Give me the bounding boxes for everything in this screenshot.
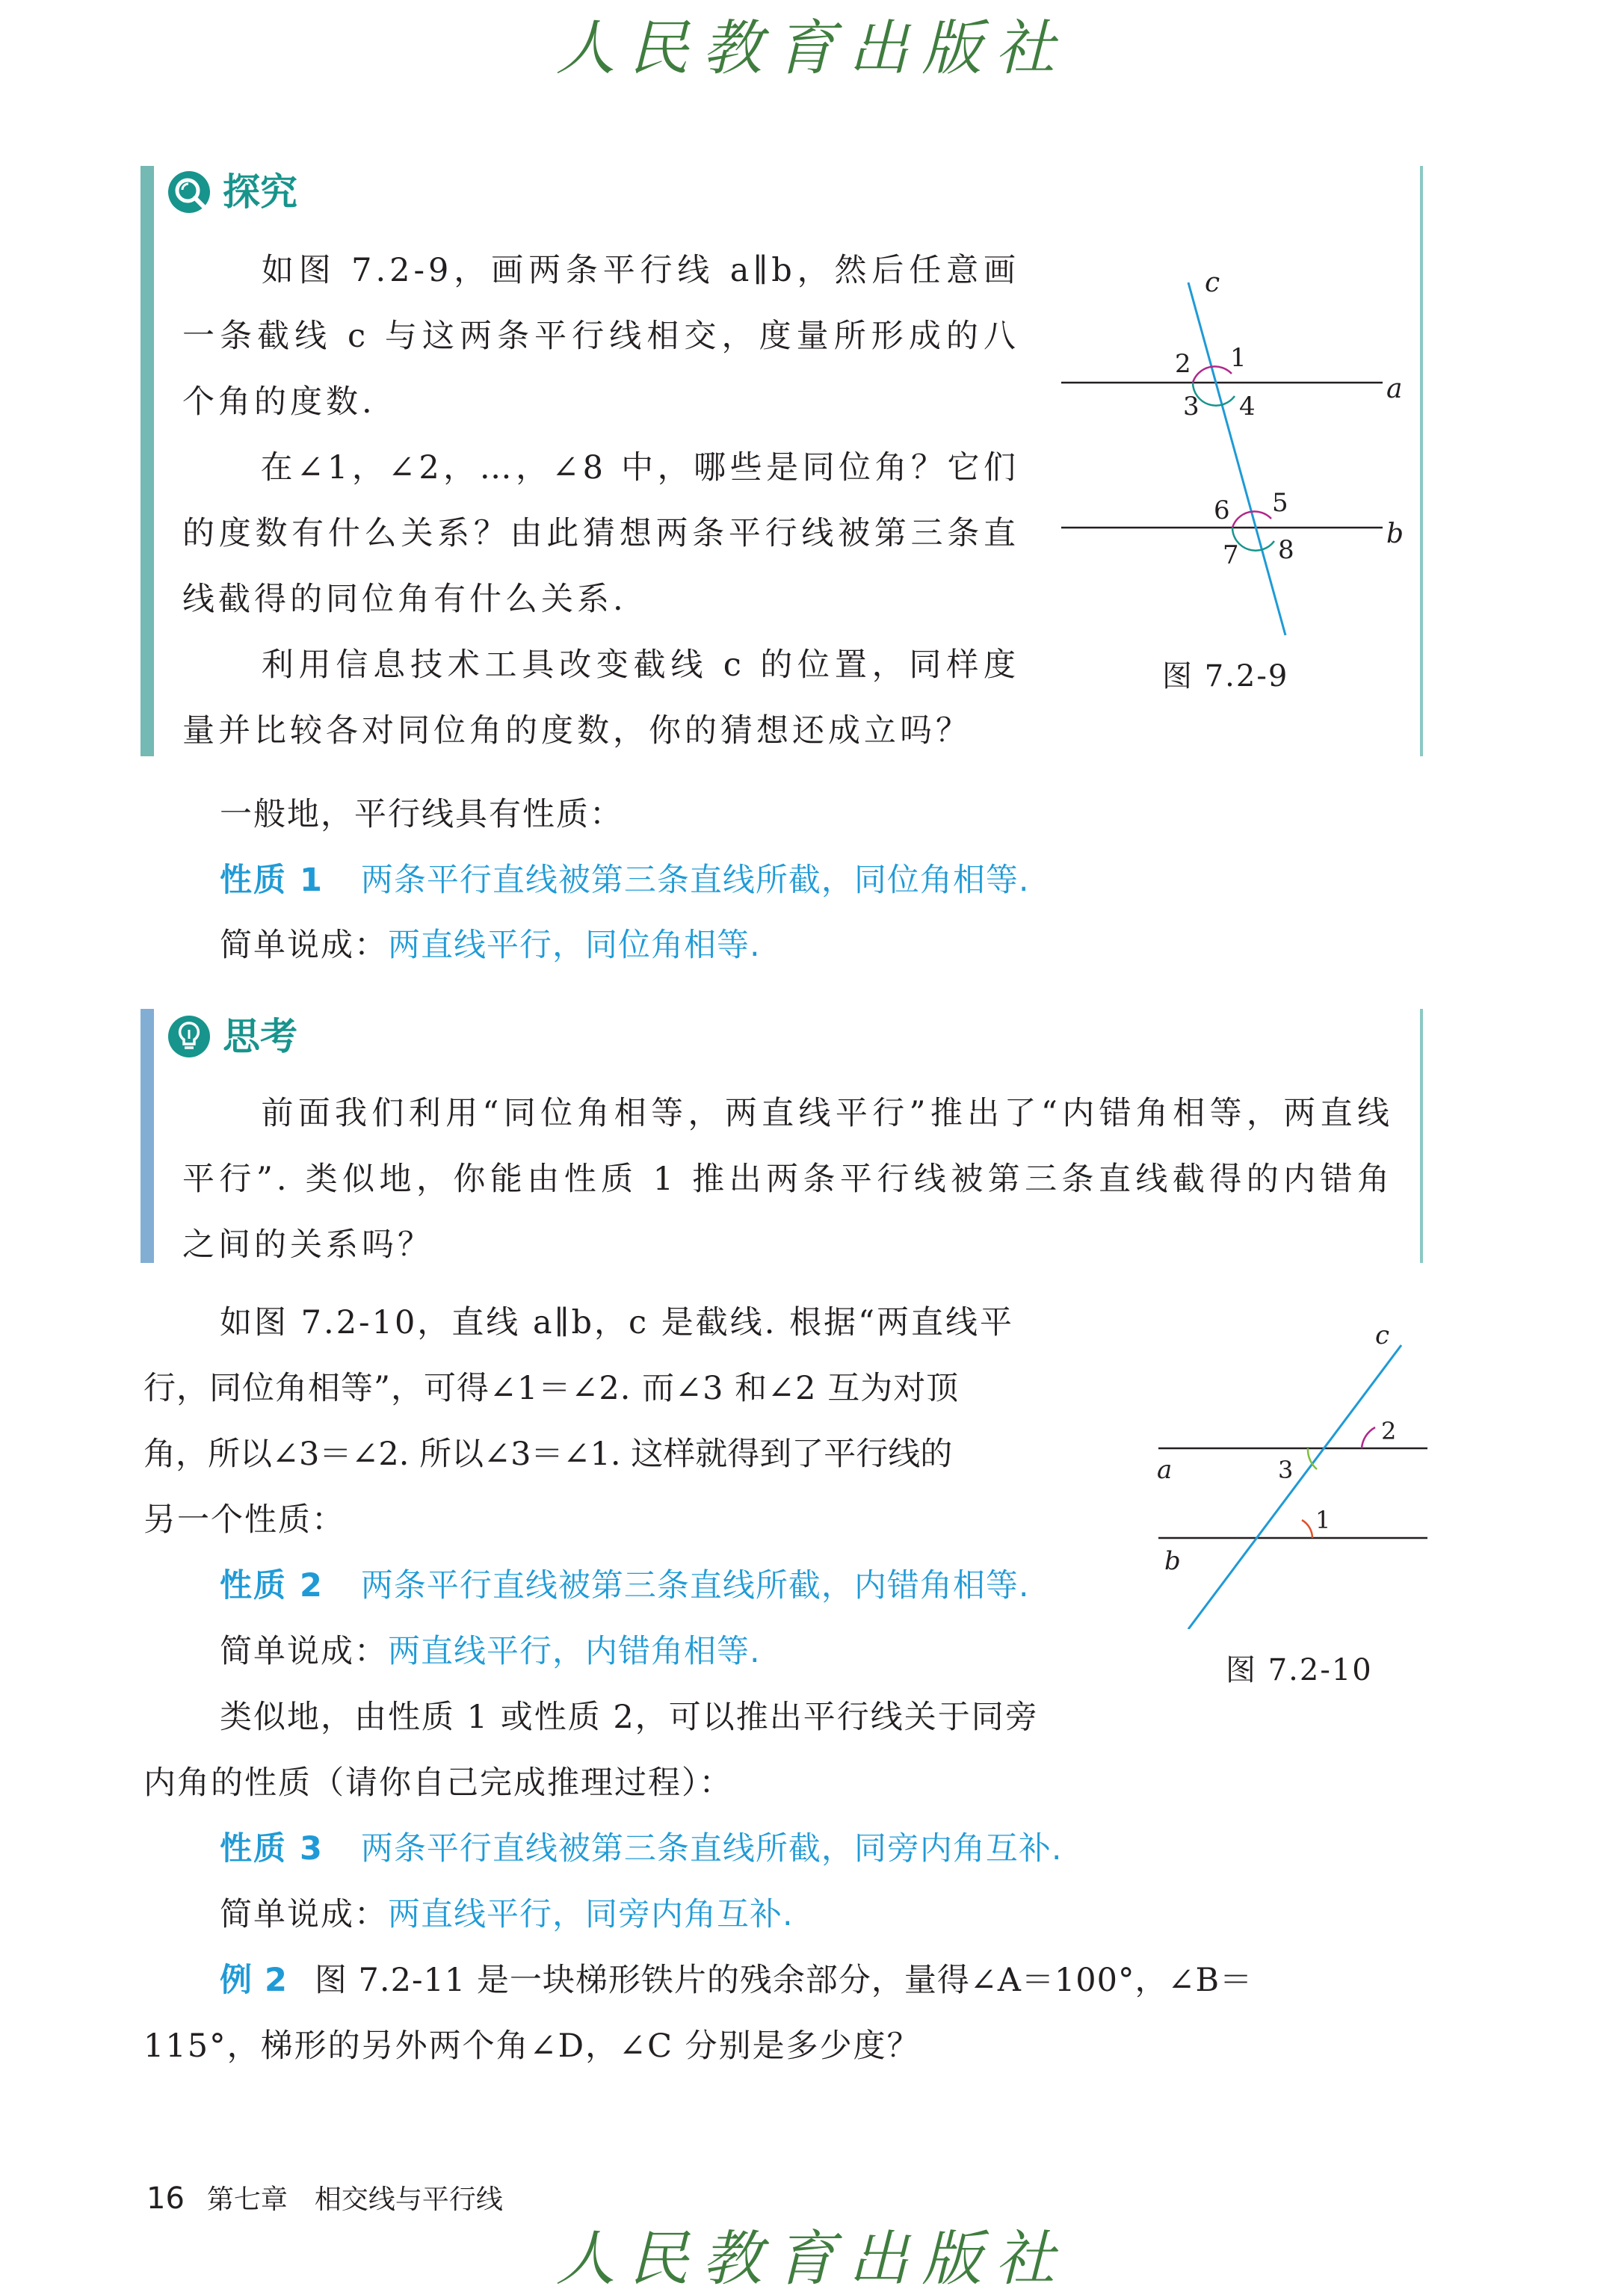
fig9-angle-1: 1	[1230, 343, 1247, 373]
fig10-para-line-1: 如图 7.2-10，直线 a∥b，c 是截线. 根据“两直线平	[220, 1304, 1015, 1341]
simple-statement-2	[220, 1629, 761, 1674]
fig10-line-c	[1188, 1345, 1401, 1629]
publisher-logo-bottom: 人民教育出版社	[555, 2224, 1069, 2294]
simple-2-prefix: 简单说成：	[220, 1633, 388, 1670]
fig10-label-b: b	[1164, 1546, 1181, 1576]
line-c	[1188, 282, 1285, 635]
think-paragraph: 前面我们利用“同位角相等，两直线平行”推出了“内错角相等，两直线平行”. 类似地，你能由性质 1 推出两条平行线被第三条直线截得的内错角之间的关系吗？	[182, 1095, 1393, 1264]
simple-1-text: 两直线平行，同位角相等.	[388, 927, 761, 964]
page-footer	[146, 2182, 503, 2217]
fig9-angle-5: 5	[1272, 488, 1288, 518]
property-1-label: 性质 1	[220, 862, 324, 899]
fig9-angle-2: 2	[1175, 349, 1191, 379]
fig10-para-line-4: 另一个性质：	[143, 1501, 345, 1539]
general-intro: 一般地，平行线具有性质：	[220, 796, 623, 833]
fig10-label-c: c	[1375, 1321, 1390, 1350]
property-1-text: 两条平行直线被第三条直线所截，同位角相等.	[360, 862, 1030, 899]
property-2-label: 性质 2	[220, 1567, 324, 1604]
example-2-line-1	[220, 1958, 1253, 2003]
figure-7-2-9	[1046, 262, 1405, 650]
chapter-title: 第七章 相交线与平行线	[206, 2184, 503, 2215]
explore-heading-text: 探究	[223, 170, 297, 214]
fig9-angle-4: 4	[1239, 392, 1256, 421]
fig10-para-line-3: 角，所以∠3＝∠2. 所以∠3＝∠1. 这样就得到了平行线的	[143, 1436, 953, 1473]
simple-1-prefix: 简单说成：	[220, 927, 388, 964]
explore-paragraph-1: 如图 7.2-9，画两条平行线 a∥b，然后任意画一条截线 c 与这两条平行线相交，度量所形成的八个角的度数.	[182, 252, 1019, 421]
analog-line-1: 类似地，由性质 1 或性质 2，可以推出平行线关于同旁	[220, 1699, 1039, 1736]
figure-7-2-10-caption: 图 7.2-10	[1226, 1653, 1373, 1687]
explore-right-rule	[1420, 166, 1423, 756]
think-right-rule	[1420, 1009, 1423, 1263]
property-2-text: 两条平行直线被第三条直线所截，内错角相等.	[360, 1567, 1030, 1604]
fig9-label-c: c	[1205, 268, 1220, 298]
publisher-logo-top: 人民教育出版社	[555, 13, 1069, 83]
fig9-angle-3: 3	[1183, 392, 1200, 421]
figure-7-2-9-caption: 图 7.2-9	[1162, 659, 1289, 694]
fig9-label-a: a	[1386, 374, 1403, 404]
explore-paragraph-3: 利用信息技术工具改变截线 c 的位置，同样度量并比较各对同位角的度数，你的猜想还成立吗？	[182, 646, 1019, 750]
fig9-angle-8: 8	[1278, 535, 1294, 565]
think-heading	[166, 1013, 297, 1060]
simple-statement-3	[220, 1892, 794, 1937]
explore-magnifier-icon	[166, 169, 212, 215]
simple-statement-1	[220, 923, 761, 968]
property-2	[220, 1563, 1030, 1608]
fig10-angle-2: 2	[1381, 1417, 1397, 1445]
fig9-angle-6: 6	[1214, 495, 1230, 525]
simple-3-prefix: 简单说成：	[220, 1896, 388, 1933]
think-sidebar	[141, 1009, 154, 1263]
page-number: 16	[146, 2181, 185, 2216]
lightbulb-icon	[166, 1013, 212, 1060]
fig9-angle-7: 7	[1223, 540, 1239, 570]
simple-2-text: 两直线平行，内错角相等.	[388, 1633, 761, 1670]
example-2-label: 例 2	[220, 1962, 288, 1999]
explore-sidebar	[141, 166, 154, 756]
explore-paragraph-2: 在∠1，∠2，…，∠8 中，哪些是同位角？它们的度数有什么关系？由此猜想两条平行线被第三条直线截得的同位角有什么关系.	[182, 449, 1019, 618]
explore-heading	[166, 169, 297, 215]
example-2-line-2: 115°，梯形的另外两个角∠D，∠C 分别是多少度？	[143, 2027, 921, 2065]
fig9-label-b: b	[1386, 519, 1404, 549]
example-2-text-1: 图 7.2-11 是一块梯形铁片的残余部分，量得∠A＝100°，∠B＝	[314, 1962, 1253, 1999]
property-3	[220, 1826, 1063, 1871]
fig10-angle-1: 1	[1315, 1506, 1331, 1534]
property-1	[220, 858, 1030, 903]
analog-line-2: 内角的性质（请你自己完成推理过程）：	[143, 1764, 733, 1802]
figure-7-2-10	[1143, 1315, 1435, 1629]
think-heading-text: 思考	[223, 1015, 297, 1058]
fig10-angle-3: 3	[1278, 1456, 1294, 1484]
fig10-label-a: a	[1157, 1455, 1173, 1485]
property-3-text: 两条平行直线被第三条直线所截，同旁内角互补.	[360, 1830, 1063, 1868]
fig10-para-line-2: 行，同位角相等”，可得∠1＝∠2. 而∠3 和∠2 互为对顶	[143, 1370, 960, 1407]
property-3-label: 性质 3	[220, 1830, 324, 1868]
simple-3-text: 两直线平行，同旁内角互补.	[388, 1896, 794, 1933]
